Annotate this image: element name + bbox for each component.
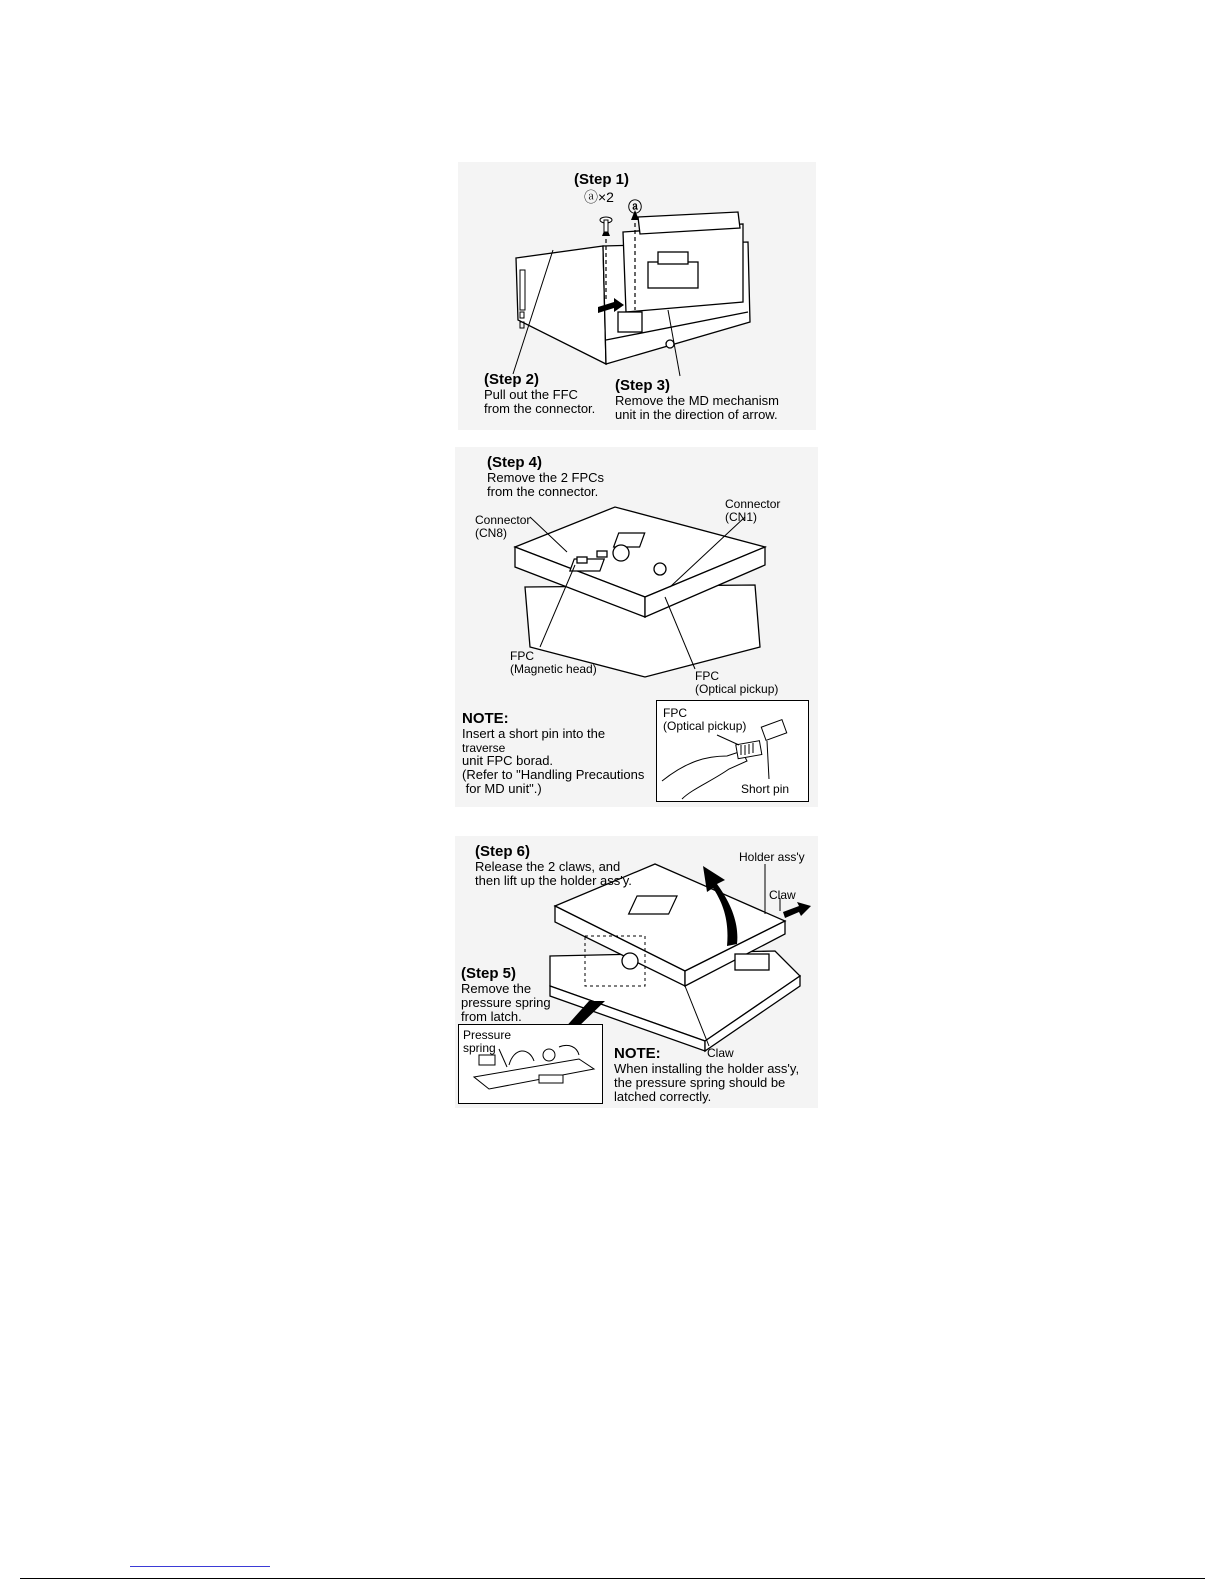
- claw-label-bottom: Claw: [707, 1046, 734, 1060]
- short-pin-inset: [656, 700, 809, 802]
- note-line2: traverse: [462, 741, 506, 755]
- figure-step4: [455, 447, 818, 807]
- step6-line2: then lift up the holder ass'y.: [475, 873, 632, 888]
- step5-line2: pressure spring: [461, 995, 551, 1010]
- claw-release-arrow: [783, 902, 811, 918]
- fpc-optical-label: FPC: [695, 669, 719, 683]
- page-footer-rule: [20, 1578, 1205, 1579]
- note2-line1: When installing the holder ass'y,: [614, 1061, 800, 1076]
- pressure-spring-inset: [458, 1024, 603, 1104]
- note-line4: (Refer to "Handling Precautions: [462, 767, 645, 782]
- note2-line3: latched correctly.: [614, 1089, 712, 1104]
- step4-line2: from the connector.: [487, 484, 599, 499]
- figure-step5-6: [455, 836, 818, 1108]
- step3-line1: Remove the MD mechanism: [615, 393, 779, 408]
- step3-line2: unit in the direction of arrow.: [615, 407, 778, 422]
- inset-spring-label: spring: [463, 1041, 496, 1055]
- connector-cn1-code: (CN1): [725, 510, 757, 524]
- step4-title: (Step 4): [487, 454, 543, 471]
- step2-line1: Pull out the FFC: [484, 387, 578, 402]
- note-line3: unit FPC borad.: [462, 753, 554, 768]
- connector-cn1-label: Connector: [725, 497, 781, 511]
- note-title: NOTE:: [462, 710, 509, 727]
- screw-icon: [600, 217, 612, 232]
- connector-cn8-code: (CN8): [475, 526, 507, 540]
- inset-short-pin-label: Short pin: [741, 782, 790, 796]
- step5-line3: from latch.: [461, 1009, 522, 1024]
- step5-title: (Step 5): [461, 965, 517, 982]
- fpc-magnetic-label: FPC: [510, 649, 534, 663]
- note-line5: for MD unit".): [462, 781, 542, 796]
- fpc-optical-desc: (Optical pickup): [695, 682, 779, 696]
- step4-line1: Remove the 2 FPCs: [487, 470, 605, 485]
- claw-label-top: Claw: [769, 888, 796, 902]
- screw-marker-label: ⓐ: [628, 199, 642, 215]
- step3-title: (Step 3): [615, 377, 671, 394]
- step6-line1: Release the 2 claws, and: [475, 859, 621, 874]
- footer-link-underline[interactable]: [130, 1566, 270, 1567]
- note2-line2: the pressure spring should be: [614, 1075, 786, 1090]
- fpc-magnetic-desc: (Magnetic head): [510, 662, 597, 676]
- note-title-2: NOTE:: [614, 1045, 661, 1062]
- step2-title: (Step 2): [484, 371, 540, 388]
- step6-title: (Step 6): [475, 843, 531, 860]
- step1-title: (Step 1): [574, 171, 630, 188]
- note-line1: Insert a short pin into the: [462, 726, 606, 741]
- inset-fpc-label: FPC: [663, 706, 687, 720]
- inset-fpc-desc: (Optical pickup): [663, 719, 747, 733]
- step2-line2: from the connector.: [484, 401, 596, 416]
- figure-step1-3: [458, 162, 816, 430]
- holder-assy-label: Holder ass'y: [739, 850, 805, 864]
- step5-line1: Remove the: [461, 981, 532, 996]
- connector-cn8-label: Connector: [475, 513, 531, 527]
- inset-pressure-label: Pressure: [463, 1028, 512, 1042]
- screw-count-label: ⓐ×2: [584, 189, 614, 205]
